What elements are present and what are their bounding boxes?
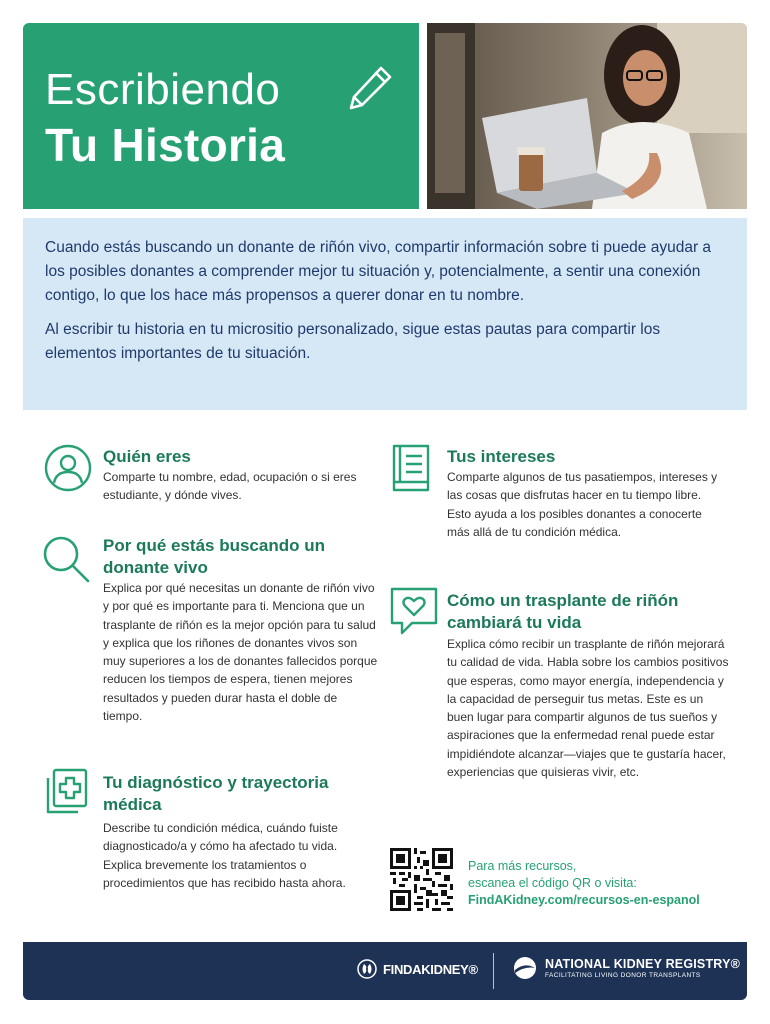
footer-divider	[493, 953, 494, 989]
woman-laptop-photo	[427, 23, 747, 209]
intro-box	[23, 218, 747, 410]
intro-paragraph-1: Cuando estás buscando un donante de riñón vivo, compartir información sobre ti puede ayudar a los posibles donantes a comprender mejor tu situación y, potencialmente, a sentir una conexión contigo, lo que los hace más propensos a querer donar en tu nombre.	[45, 239, 712, 304]
item-text-who: Comparte tu nombre, edad, ocupación o si eres estudiante, y dónde vives.	[103, 470, 357, 503]
resources-line-2: escanea el código QR o visita:	[468, 876, 637, 890]
findakidney-logo-text: FINDAKIDNEY®	[383, 961, 478, 977]
search-icon	[40, 533, 92, 585]
nkr-logo-icon	[513, 956, 537, 980]
pencil-icon	[345, 63, 395, 113]
item-title-who: Quién eres	[103, 447, 191, 466]
medical-document-icon	[42, 766, 94, 818]
intro-paragraph-2: Al escribir tu historia en tu micrositio personalizado, sigue estas pautas para compartir los elementos importantes de tu situación.	[45, 321, 661, 362]
title-line-2: Tu Historia	[45, 119, 286, 171]
item-title-transplant: Cómo un trasplante de riñón cambiará tu vida	[447, 591, 679, 632]
title-line-1: Escribiendo	[45, 65, 281, 114]
header-banner	[23, 23, 419, 209]
person-icon	[42, 442, 94, 494]
footer-bar	[23, 942, 747, 1000]
resources-text	[468, 858, 700, 909]
item-title-why: Por qué estás buscando un donante vivo	[103, 536, 325, 577]
qr-code[interactable]	[390, 848, 453, 911]
resources-line-1: Para más recursos,	[468, 859, 577, 873]
item-title-diagnosis: Tu diagnóstico y trayectoria médica	[103, 773, 329, 814]
findakidney-logo-icon	[357, 959, 377, 979]
item-text-diagnosis: Describe tu condición médica, cuándo fuiste diagnosticado/a y cómo ha afectado tu vida. Explica brevemente los tratamientos o procedimientos que has recibido hasta ahora.	[103, 821, 346, 890]
findakidney-logo[interactable]	[357, 959, 478, 979]
nkr-logo-subtext: FACILITATING LIVING DONOR TRANSPLANTS	[545, 972, 701, 979]
item-text-interests: Comparte algunos de tus pasatiempos, intereses y las cosas que disfrutas hacer en tu tiempo libre. Esto ayuda a los posibles donantes a conocerte más allá de tu condición médica.	[447, 470, 718, 539]
resources-link[interactable]: FindAKidney.com/recursos-en-espanol	[468, 893, 700, 907]
heart-chat-icon	[388, 585, 440, 637]
item-title-interests: Tus intereses	[447, 447, 556, 466]
book-icon	[386, 442, 438, 494]
nkr-logo[interactable]	[513, 956, 740, 980]
nkr-logo-text: NATIONAL KIDNEY REGISTRY®	[545, 957, 741, 971]
item-text-transplant: Explica cómo recibir un trasplante de riñón mejorará tu calidad de vida. Habla sobre los cambios positivos que esperas, como mayor energía, independencia y la capacidad de perseguir tus metas. Este es un buen lugar para compartir algunos de tus sueños y aspiraciones que la enfermedad renal puede estar impidiéndote alcanzar—viajes que te gustaría hacer, experiencias que quisieras vivir, etc.	[447, 637, 729, 780]
item-text-why: Explica por qué necesitas un donante de riñón vivo y por qué es importante para ti. Menciona que un trasplante de riñón es la mejor opción para tu salud y explica que los riñones de donantes vivos son muy superiores a los de donantes fallecidos porque reducen los tiempos de espera, tienen mejores resultados y pueden durar hasta el doble de tiempo.	[103, 581, 378, 724]
